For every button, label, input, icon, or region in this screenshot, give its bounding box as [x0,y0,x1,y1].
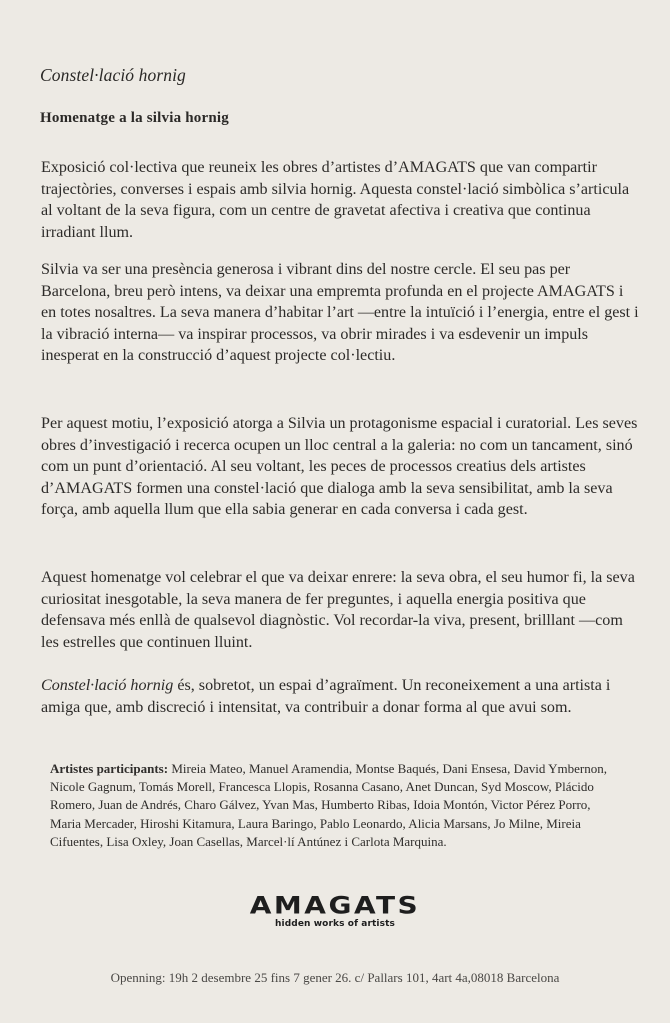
participants-list [50,760,622,851]
paragraph-homage: Aquest homenatge vol celebrar el que va deixar enrere: la seva obra, el seu humor fi, la seva curiositat inesgotable, la seva manera de fer preguntes, i aquella energia positiva que defensava més enllà de qualsevol diagnòstic. Vol recordar-la viva, present, brilllant —com les estrelles que continuen lluint. [41,569,635,651]
participants-label: Artistes participants: [50,761,169,776]
exhibition-subtitle: Homenatge a la silvia hornig [40,110,229,126]
amagats-logo [0,892,670,929]
opening-info: Openning: 19h 2 desembre 25 fins 7 gener 26. c/ Pallars 101, 4art 4a,08018 Barcelona [110,970,560,985]
closing-text: és, sobretot, un espai d’agraïment. Un reconeixement a una artista i amiga que, amb discreció i intensitat, va contribuir a donar forma al que avui som. [41,677,611,716]
logo-tagline: hidden works of artists [275,919,395,929]
participants-names: Mireia Mateo, Manuel Aramendia, Montse Baqués, Dani Ensesa, David Ymbernon, Nicole Gagnum, Tomás Morell, Francesca Llopis, Rosanna Casano, Anet Duncan, Syd Moscow, Plácido Romero, Juan de Andrés, Charo Gálvez, Yvan Mas, Humberto Ribas, Idoia Montón, Victor Pérez Porro, Maria Mercader, Hiroshi Kitamura, Laura Baringo, Pablo Leonardo, Alicia Marsans, Jo Milne, Mireia Cifuentes, Lisa Oxley, Joan Casellas, Marcel·lí Antúnez i Carlota Marquina. [50,761,607,849]
paragraph-closing [41,675,641,718]
paragraph-silvia: Silvia va ser una presència generosa i vibrant dins del nostre cercle. El seu pas per Barcelona, breu però intens, va deixar una empremta profunda en el projecte AMAGATS i en totes nosaltres. La seva manera d’habitar l’art —entre la intuïció i l’energia, entre el gest i la vibració interna— va inspirar processos, va obrir mirades i va esdevenir un impuls inesperat en la construcció d’aquest projecte col·lectiu. [41,261,639,365]
paragraph-curatorial: Per aquest motiu, l’exposició atorga a Silvia un protagonisme espacial i curatorial. Les seves obres d’investigació i recerca ocupen un lloc central a la galeria: no com un tancament, sinó com un punt d’orientació. Al seu voltant, les peces de processos creatius dels artistes d’AMAGATS formen una constel·lació que dialoga amb la seva sensibilitat, amb la seva força, amb aquella llum que ella sabia generar en cada conversa i cada gest. [41,415,638,519]
logo-wordmark: AMAGATS [249,891,421,920]
paragraph-intro: Exposició col·lectiva que reuneix les obres d’artistes d’AMAGATS que van compartir trajectòries, converses i espais amb silvia hornig. Aquesta constel·lació simbòlica s’articula al voltant de la seva figura, com un centre de gravetat afectiva i creativa que continua irradiant llum. [41,159,630,241]
closing-title-italic: Constel·lació hornig [41,677,174,694]
exhibition-title: Constel·lació hornig [40,65,186,85]
